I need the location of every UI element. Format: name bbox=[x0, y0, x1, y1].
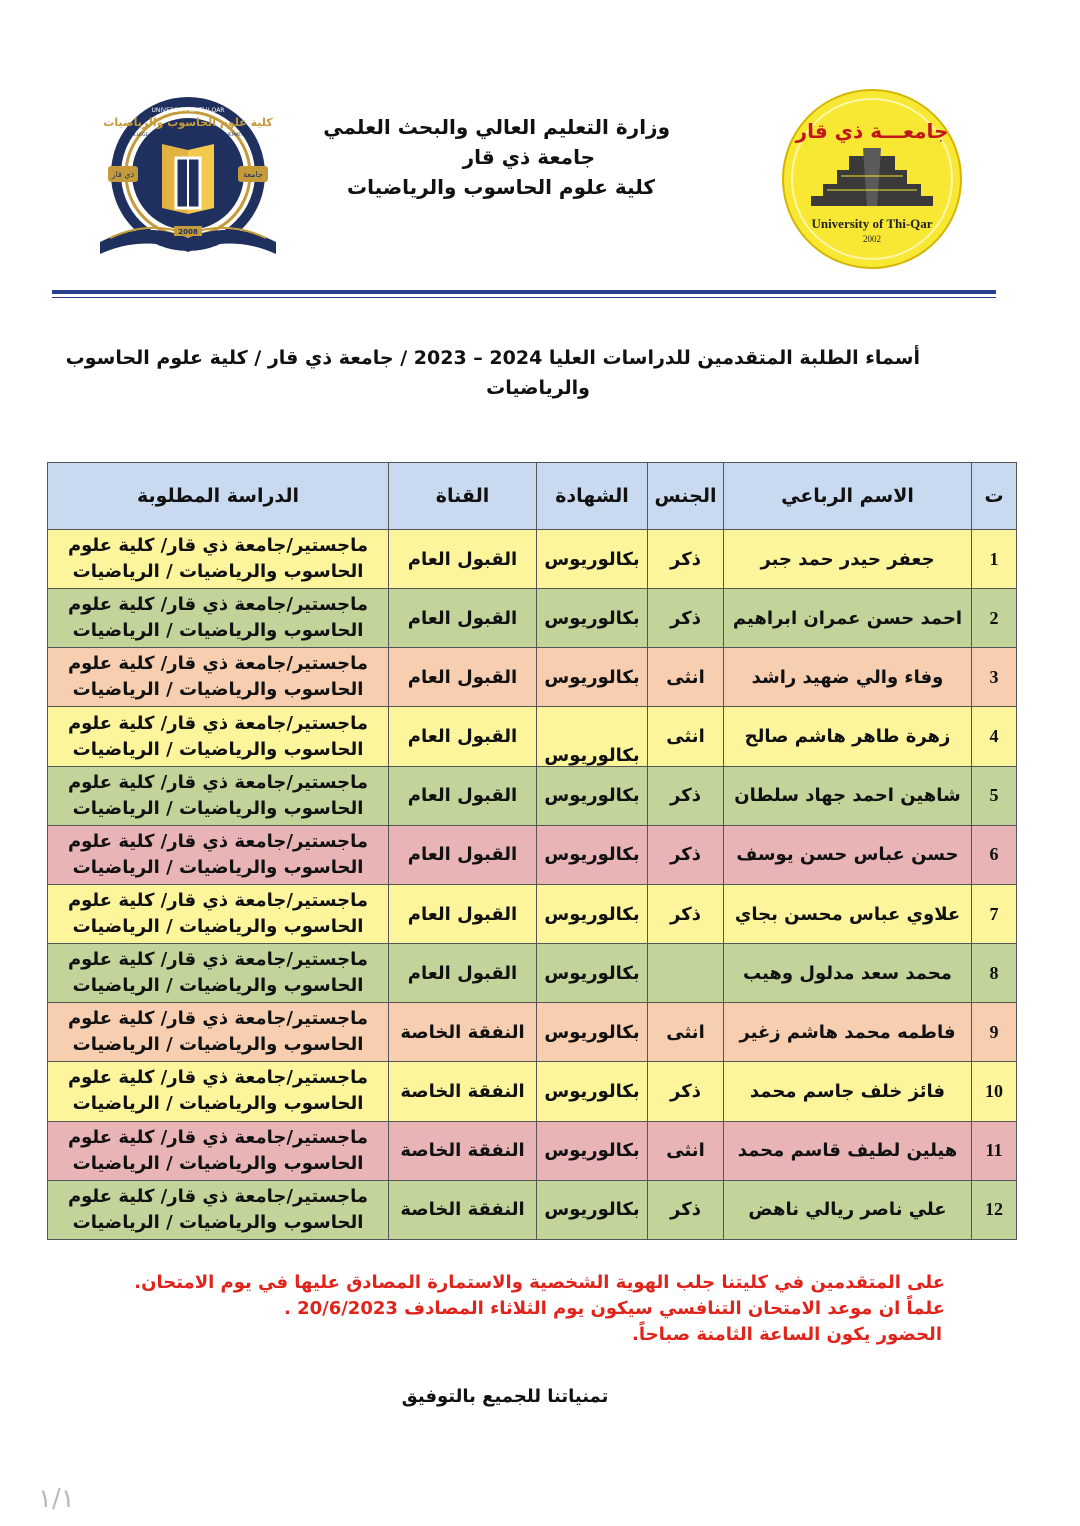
svg-text:University of Thi-Qar: University of Thi-Qar bbox=[811, 216, 933, 231]
student-certificate: بكالوريوس bbox=[537, 530, 648, 589]
student-certificate: بكالوريوس bbox=[537, 1003, 648, 1062]
table-row bbox=[48, 707, 1017, 766]
exam-notes bbox=[134, 1270, 945, 1348]
requested-study bbox=[48, 530, 389, 589]
admission-channel: القبول العام bbox=[389, 884, 537, 943]
admission-channel: القبول العام bbox=[389, 648, 537, 707]
study-line-2: الحاسوب والرياضيات / الرياضيات bbox=[72, 561, 364, 583]
student-certificate: بكالوريوس bbox=[537, 648, 648, 707]
admission-channel: القبول العام bbox=[389, 766, 537, 825]
ministry-name: وزارة التعليم العالي والبحث العلمي bbox=[323, 115, 670, 139]
college-name: كلية علوم الحاسوب والرياضيات bbox=[347, 175, 655, 199]
svg-text:COLLEGE OF COMPUTER SCIENCE AN: COLLEGE OF COMPUTER SCIENCE AND MATHEMATICS bbox=[127, 133, 249, 138]
student-name: جعفر حيدر حمد جبر bbox=[724, 530, 972, 589]
title-line-1: أسماء الطلبة المتقدمين للدراسات العليا 2024 – 2023 / جامعة ذي قار / كلية علوم الحاسوب bbox=[65, 347, 920, 369]
svg-text:2002: 2002 bbox=[863, 234, 881, 244]
study-line-1: ماجستير/جامعة ذي قار/ كلية علوم bbox=[67, 535, 369, 557]
student-gender: انثى bbox=[648, 648, 724, 707]
svg-text:جامعـــة ذي قار: جامعـــة ذي قار bbox=[795, 119, 949, 143]
study-line-1: ماجستير/جامعة ذي قار/ كلية علوم bbox=[67, 771, 369, 793]
row-number: 3 bbox=[972, 648, 1017, 707]
col-header-certificate: الشهادة bbox=[537, 463, 648, 530]
row-number: 8 bbox=[972, 944, 1017, 1003]
university-logo bbox=[781, 88, 963, 270]
table-row bbox=[48, 589, 1017, 648]
note-line-3: الحضور يكون الساعة الثامنة صباحاً. bbox=[632, 1324, 942, 1345]
table-row bbox=[48, 944, 1017, 1003]
requested-study bbox=[48, 766, 389, 825]
admission-channel: النفقة الخاصة bbox=[389, 1003, 537, 1062]
requested-study bbox=[48, 648, 389, 707]
table-row bbox=[48, 884, 1017, 943]
study-line-1: ماجستير/جامعة ذي قار/ كلية علوم bbox=[67, 594, 369, 616]
requested-study bbox=[48, 1003, 389, 1062]
header-divider-thick bbox=[52, 290, 996, 294]
student-name: هيلين لطيف قاسم محمد bbox=[724, 1121, 972, 1180]
svg-text:2008: 2008 bbox=[178, 228, 198, 236]
study-line-1: ماجستير/جامعة ذي قار/ كلية علوم bbox=[67, 830, 369, 852]
admission-channel: القبول العام bbox=[389, 944, 537, 1003]
student-certificate: بكالوريوس bbox=[537, 766, 648, 825]
student-certificate: بكالوريوس bbox=[537, 1121, 648, 1180]
svg-text:جامعة: جامعة bbox=[243, 170, 263, 179]
table-row bbox=[48, 648, 1017, 707]
table-row bbox=[48, 530, 1017, 589]
student-gender: انثى bbox=[648, 1003, 724, 1062]
row-number: 4 bbox=[972, 707, 1017, 766]
requested-study bbox=[48, 825, 389, 884]
student-name: علاوي عباس محسن بجاي bbox=[724, 884, 972, 943]
college-logo bbox=[90, 92, 286, 272]
student-certificate: بكالوريوس bbox=[537, 944, 648, 1003]
requested-study bbox=[48, 589, 389, 648]
student-name: فائز خلف جاسم محمد bbox=[724, 1062, 972, 1121]
row-number: 11 bbox=[972, 1121, 1017, 1180]
admission-channel: النفقة الخاصة bbox=[389, 1121, 537, 1180]
study-line-2: الحاسوب والرياضيات / الرياضيات bbox=[72, 797, 364, 819]
study-line-2: الحاسوب والرياضيات / الرياضيات bbox=[72, 856, 364, 878]
student-name: علي ناصر ريالي ناهض bbox=[724, 1180, 972, 1239]
table-header-row bbox=[48, 463, 1017, 530]
study-line-1: ماجستير/جامعة ذي قار/ كلية علوم bbox=[67, 1008, 369, 1030]
university-name: جامعة ذي قار bbox=[462, 145, 595, 169]
study-line-2: الحاسوب والرياضيات / الرياضيات bbox=[72, 620, 364, 642]
student-certificate: بكالوريوس bbox=[537, 825, 648, 884]
student-gender: ذكر bbox=[648, 1180, 724, 1239]
requested-study bbox=[48, 944, 389, 1003]
requested-study bbox=[48, 1121, 389, 1180]
student-gender: ذكر bbox=[648, 825, 724, 884]
student-gender: انثى bbox=[648, 1121, 724, 1180]
table-row bbox=[48, 1180, 1017, 1239]
admission-channel: القبول العام bbox=[389, 825, 537, 884]
student-name: محمد سعد مدلول وهيب bbox=[724, 944, 972, 1003]
student-certificate: بكالوريوس bbox=[537, 589, 648, 648]
study-line-2: الحاسوب والرياضيات / الرياضيات bbox=[72, 1211, 364, 1233]
admission-channel: القبول العام bbox=[389, 530, 537, 589]
col-header-gender: الجنس bbox=[648, 463, 724, 530]
table-row bbox=[48, 1003, 1017, 1062]
requested-study bbox=[48, 1062, 389, 1121]
student-certificate: بكالوريوس bbox=[537, 707, 648, 766]
row-number: 2 bbox=[972, 589, 1017, 648]
student-name: فاطمه محمد هاشم زغير bbox=[724, 1003, 972, 1062]
student-gender: ذكر bbox=[648, 530, 724, 589]
study-line-2: الحاسوب والرياضيات / الرياضيات bbox=[72, 1093, 364, 1115]
student-gender: ذكر bbox=[648, 884, 724, 943]
admission-channel: النفقة الخاصة bbox=[389, 1062, 537, 1121]
study-line-1: ماجستير/جامعة ذي قار/ كلية علوم bbox=[67, 1067, 369, 1089]
table-row bbox=[48, 825, 1017, 884]
student-certificate: بكالوريوس bbox=[537, 1180, 648, 1239]
admission-channel: القبول العام bbox=[389, 707, 537, 766]
svg-text:UNIVERSITY OF THI-QAR: UNIVERSITY OF THI-QAR bbox=[151, 107, 225, 114]
letterhead bbox=[320, 112, 700, 202]
student-name: زهرة طاهر هاشم صالح bbox=[724, 707, 972, 766]
student-gender: ذكر bbox=[648, 589, 724, 648]
table-row bbox=[48, 766, 1017, 825]
title-line-2: والرياضيات bbox=[486, 377, 590, 399]
study-line-2: الحاسوب والرياضيات / الرياضيات bbox=[72, 975, 364, 997]
student-name: احمد حسن عمران ابراهيم bbox=[724, 589, 972, 648]
row-number: 9 bbox=[972, 1003, 1017, 1062]
row-number: 12 bbox=[972, 1180, 1017, 1239]
table-row bbox=[48, 1121, 1017, 1180]
admission-channel: القبول العام bbox=[389, 589, 537, 648]
study-line-2: الحاسوب والرياضيات / الرياضيات bbox=[72, 916, 364, 938]
requested-study bbox=[48, 707, 389, 766]
row-number: 1 bbox=[972, 530, 1017, 589]
note-line-1: على المتقدمين في كليتنا جلب الهوية الشخصية والاستمارة المصادق عليها في يوم الامتحان. bbox=[134, 1272, 945, 1293]
note-line-2: علماً ان موعد الامتحان التنافسي سيكون يوم الثلاثاء المصادف 20/6/2023 . bbox=[283, 1298, 945, 1319]
student-name: حسن عباس حسن يوسف bbox=[724, 825, 972, 884]
study-line-1: ماجستير/جامعة ذي قار/ كلية علوم bbox=[67, 890, 369, 912]
study-line-2: الحاسوب والرياضيات / الرياضيات bbox=[72, 679, 364, 701]
col-header-channel: القناة bbox=[389, 463, 537, 530]
study-line-1: ماجستير/جامعة ذي قار/ كلية علوم bbox=[67, 712, 369, 734]
admission-channel: النفقة الخاصة bbox=[389, 1180, 537, 1239]
svg-text:ذي قار: ذي قار bbox=[111, 170, 135, 179]
page-number: ١/١ bbox=[38, 1484, 75, 1514]
header-divider-thin bbox=[52, 297, 996, 298]
table-row bbox=[48, 1062, 1017, 1121]
closing-wishes: تمنياتنا للجميع بالتوفيق bbox=[401, 1386, 609, 1407]
student-certificate: بكالوريوس bbox=[537, 884, 648, 943]
student-certificate: بكالوريوس bbox=[537, 1062, 648, 1121]
student-gender: ذكر bbox=[648, 766, 724, 825]
requested-study bbox=[48, 884, 389, 943]
study-line-1: ماجستير/جامعة ذي قار/ كلية علوم bbox=[67, 1185, 369, 1207]
student-name: شاهين احمد جهاد سلطان bbox=[724, 766, 972, 825]
document-title bbox=[65, 343, 920, 403]
row-number: 6 bbox=[972, 825, 1017, 884]
student-gender bbox=[648, 944, 724, 1003]
row-number: 10 bbox=[972, 1062, 1017, 1121]
requested-study bbox=[48, 1180, 389, 1239]
svg-text:كلية علوم الحاسوب والرياضيات: كلية علوم الحاسوب والرياضيات bbox=[103, 116, 273, 129]
students-table bbox=[47, 462, 1017, 1240]
study-line-2: الحاسوب والرياضيات / الرياضيات bbox=[72, 1034, 364, 1056]
student-gender: ذكر bbox=[648, 1062, 724, 1121]
student-name: وفاء والي ضهيد راشد bbox=[724, 648, 972, 707]
study-line-1: ماجستير/جامعة ذي قار/ كلية علوم bbox=[67, 653, 369, 675]
row-number: 5 bbox=[972, 766, 1017, 825]
study-line-2: الحاسوب والرياضيات / الرياضيات bbox=[72, 738, 364, 760]
study-line-1: ماجستير/جامعة ذي قار/ كلية علوم bbox=[67, 949, 369, 971]
student-gender: انثى bbox=[648, 707, 724, 766]
col-header-study: الدراسة المطلوبة bbox=[48, 463, 389, 530]
col-header-number: ت bbox=[972, 463, 1017, 530]
col-header-name: الاسم الرباعي bbox=[724, 463, 972, 530]
study-line-2: الحاسوب والرياضيات / الرياضيات bbox=[72, 1152, 364, 1174]
study-line-1: ماجستير/جامعة ذي قار/ كلية علوم bbox=[67, 1126, 369, 1148]
row-number: 7 bbox=[972, 884, 1017, 943]
